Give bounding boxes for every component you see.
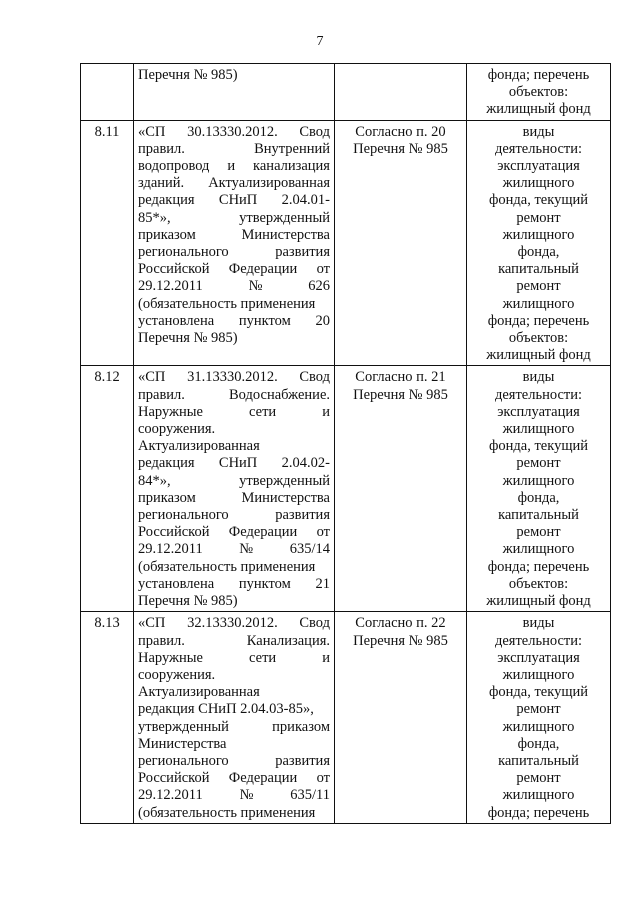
item-number-cell: 8.13 (81, 612, 134, 823)
word: водопровод (138, 158, 210, 175)
word: развития (275, 244, 330, 261)
text-line: виды (522, 123, 555, 140)
text-line (138, 404, 330, 421)
document-title-cell (134, 612, 335, 823)
table-row (81, 612, 611, 823)
word: Российской (138, 524, 210, 541)
text-line: Согласно п. 21 (355, 369, 446, 386)
word: Министерства (241, 489, 330, 506)
text-line (138, 210, 330, 227)
word: приказом (272, 718, 330, 735)
text-line: (обязательность применения (138, 804, 316, 821)
text-line (138, 787, 330, 804)
text-line: Согласно п. 20 (355, 123, 446, 140)
table-row (81, 120, 611, 366)
word: правил. (138, 386, 185, 403)
activity-cell (467, 366, 611, 612)
text-line: Перечня № 985) (138, 593, 238, 610)
word: 21 (315, 575, 330, 592)
text-line (138, 719, 330, 736)
word: редакция (138, 192, 195, 209)
page-number: 7 (316, 34, 324, 49)
text-line (138, 227, 330, 244)
word: зданий. (138, 175, 185, 192)
text-line (138, 369, 330, 386)
word: сети (249, 403, 277, 420)
word: правил. (138, 632, 185, 649)
text-line: Министерства (138, 735, 227, 752)
text-line: Актуализированная (138, 684, 260, 701)
word: утвержденный (138, 718, 229, 735)
text-line: ремонт (516, 524, 561, 541)
text-line (138, 141, 330, 158)
activity-cell (467, 64, 611, 121)
document-title-cell (134, 366, 335, 612)
word: Федерации (228, 770, 298, 787)
regulations-table (80, 63, 611, 824)
text-line: фонда; перечень (487, 67, 590, 83)
text-line (138, 524, 330, 541)
text-line: деятельности: (494, 140, 583, 157)
word: СНиП (218, 192, 258, 209)
text-line: сооружения. (138, 666, 216, 683)
activity-cell (467, 612, 611, 823)
word: 20 (315, 312, 330, 329)
item-number-cell (81, 64, 134, 121)
text-line (138, 753, 330, 770)
word: Свод (299, 615, 330, 632)
table-body (81, 64, 611, 824)
text-line: фонда, текущий (488, 438, 588, 455)
reference-cell (335, 366, 467, 612)
table-row (81, 64, 611, 121)
word: и (322, 649, 330, 666)
text-line (138, 244, 330, 261)
word: Министерства (241, 226, 330, 243)
text-line (138, 576, 330, 593)
word: СНиП (218, 455, 258, 472)
text-line: жилищного (502, 295, 575, 312)
text-line: жилищный фонд (486, 101, 591, 118)
text-line: эксплуатация (497, 158, 580, 175)
word: от (316, 770, 330, 787)
text-line (138, 455, 330, 472)
word: Российской (138, 261, 210, 278)
text-line: жилищного (502, 787, 575, 804)
text-line: жилищный фонд (486, 593, 591, 610)
text-line: жилищного (502, 175, 575, 192)
table-row (81, 366, 611, 612)
word: Актуализированная (208, 175, 330, 192)
text-line (138, 278, 330, 295)
word: регионального (138, 507, 229, 524)
word: Свод (299, 369, 330, 386)
word: № (239, 787, 254, 804)
text-line (138, 261, 330, 278)
word: 85*», (138, 209, 171, 226)
text-line (138, 175, 330, 192)
word: Российской (138, 770, 210, 787)
text-line: виды (522, 369, 555, 386)
text-line: ремонт (516, 455, 561, 472)
word: развития (275, 752, 330, 769)
word: установлена (138, 312, 215, 329)
text-line: сооружения. (138, 421, 216, 438)
text-line (138, 192, 330, 209)
reference-cell (335, 612, 467, 823)
word: 635/14 (289, 541, 330, 558)
word: и (322, 403, 330, 420)
text-line: фонда, текущий (488, 192, 588, 209)
word: регионального (138, 752, 229, 769)
text-line: объектов: (508, 575, 569, 592)
text-line (138, 541, 330, 558)
word: 29.12.2011 (138, 278, 203, 295)
text-line (138, 633, 330, 650)
text-line (138, 124, 330, 141)
text-line (138, 313, 330, 330)
text-line: фонда; перечень (487, 558, 590, 575)
text-line (138, 490, 330, 507)
word: приказом (138, 226, 196, 243)
word: правил. (138, 140, 185, 157)
text-line: жилищный фонд (486, 347, 591, 364)
word: от (316, 261, 330, 278)
item-number-cell: 8.11 (81, 120, 134, 366)
text-line (138, 650, 330, 667)
text-line: жилищного (502, 226, 575, 243)
word: «СП (138, 369, 166, 386)
text-line: жилищного (502, 666, 575, 683)
word: регионального (138, 244, 229, 261)
text-line: Перечня № 985) (138, 330, 238, 347)
word: Свод (299, 123, 330, 140)
text-line: фонда, текущий (488, 684, 588, 701)
text-line: (обязательность применения (138, 558, 316, 575)
word: Наружные (138, 649, 203, 666)
word: 2.04.02- (281, 455, 330, 472)
text-line: Перечня № 985 (353, 386, 448, 403)
word: Канализация. (246, 632, 330, 649)
text-line: ремонт (516, 278, 561, 295)
word: и (227, 158, 236, 175)
activity-cell (467, 120, 611, 366)
word: редакция (138, 455, 195, 472)
word: 31.13330.2012. (187, 369, 278, 386)
text-line: ремонт (516, 701, 561, 718)
text-line: редакция СНиП 2.04.03-85», (138, 701, 314, 718)
text-line (138, 158, 330, 175)
text-line: фонда, (517, 244, 560, 261)
word: утвержденный (239, 472, 330, 489)
text-line: (обязательность применения (138, 295, 316, 312)
text-line: капитальный (498, 752, 579, 769)
text-line (138, 615, 330, 632)
text-line: ремонт (516, 770, 561, 787)
word: 29.12.2011 (138, 787, 203, 804)
text-line: капитальный (498, 261, 579, 278)
text-line: объектов: (508, 84, 569, 101)
text-line (138, 770, 330, 787)
word: утвержденный (239, 209, 330, 226)
text-line: фонда, (517, 489, 560, 506)
document-title-cell (134, 64, 335, 121)
text-line (138, 473, 330, 490)
word: установлена (138, 575, 215, 592)
word: приказом (138, 489, 196, 506)
reference-cell (335, 64, 467, 121)
text-line: эксплуатация (497, 403, 580, 420)
word: 84*», (138, 472, 171, 489)
word: № (248, 278, 263, 295)
reference-cell (335, 120, 467, 366)
text-line: ремонт (516, 209, 561, 226)
text-line: деятельности: (494, 386, 583, 403)
text-line: деятельности: (494, 632, 583, 649)
word: «СП (138, 123, 166, 140)
text-line: эксплуатация (497, 649, 580, 666)
text-line: виды (522, 615, 555, 632)
text-line: объектов: (508, 330, 569, 347)
word: 29.12.2011 (138, 541, 203, 558)
text-line: Перечня № 985) (138, 67, 238, 83)
word: от (316, 524, 330, 541)
text-line: капитальный (498, 507, 579, 524)
word: развития (275, 507, 330, 524)
text-line: жилищного (502, 472, 575, 489)
text-line: фонда; перечень (487, 312, 590, 329)
word: канализация (253, 158, 330, 175)
word: Наружные (138, 403, 203, 420)
text-line: жилищного (502, 421, 575, 438)
document-title-cell (134, 120, 335, 366)
word: пунктом (238, 312, 291, 329)
word: 2.04.01- (281, 192, 330, 209)
word: 32.13330.2012. (187, 615, 278, 632)
word: № (239, 541, 254, 558)
word: 626 (308, 278, 330, 295)
text-line: фонда, (517, 735, 560, 752)
text-line: фонда; перечень (487, 804, 590, 821)
text-line: жилищного (502, 718, 575, 735)
item-number-cell: 8.12 (81, 366, 134, 612)
text-line (138, 507, 330, 524)
text-line: жилищного (502, 541, 575, 558)
word: 30.13330.2012. (187, 123, 278, 140)
word: пунктом (238, 575, 291, 592)
text-line: Перечня № 985 (353, 632, 448, 649)
word: «СП (138, 615, 166, 632)
word: Федерации (228, 261, 298, 278)
text-line: Согласно п. 22 (355, 615, 446, 632)
text-line (138, 387, 330, 404)
word: Федерации (228, 524, 298, 541)
text-line: Перечня № 985 (353, 140, 448, 157)
word: Водоснабжение. (229, 386, 330, 403)
word: сети (249, 649, 277, 666)
text-line: Актуализированная (138, 438, 260, 455)
word: 635/11 (290, 787, 330, 804)
word: Внутренний (254, 140, 330, 157)
